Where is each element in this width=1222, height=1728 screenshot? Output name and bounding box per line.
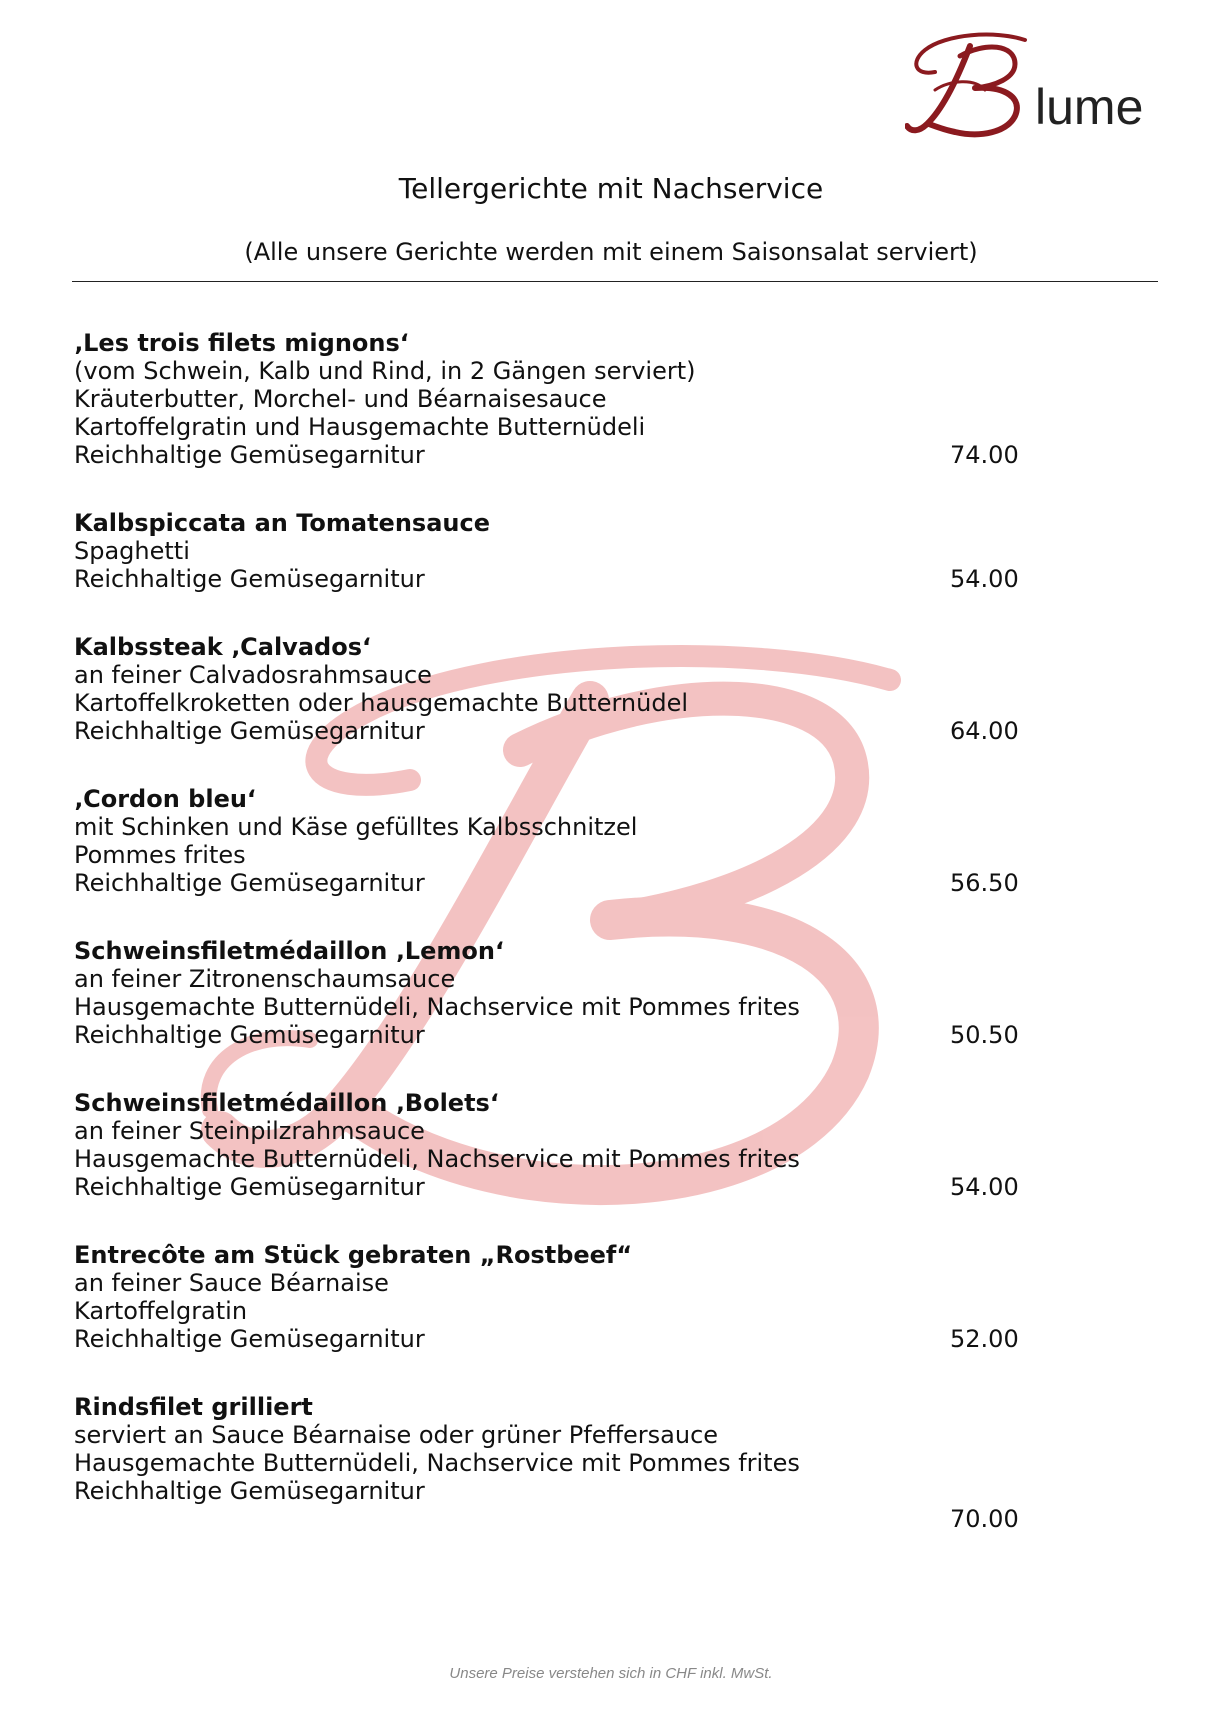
dish-price: 56.50 xyxy=(950,869,1019,897)
dish-description-line: Kräuterbutter, Morchel- und Béarnaisesauce xyxy=(74,385,607,413)
dish-description-line: Reichhaltige Gemüsegarnitur xyxy=(74,1021,425,1049)
dish-description-line: Reichhaltige Gemüsegarnitur xyxy=(74,1173,425,1201)
dish-description-line: (vom Schwein, Kalb und Rind, in 2 Gängen serviert) xyxy=(74,357,696,385)
menu-item xyxy=(74,509,1074,593)
menu-item xyxy=(74,1393,1074,1505)
dish-description-line: Kartoffelgratin xyxy=(74,1297,248,1325)
dish-price: 54.00 xyxy=(950,565,1019,593)
page-title: Tellergerichte mit Nachservice xyxy=(398,172,824,205)
dish-description-line: Reichhaltige Gemüsegarnitur xyxy=(74,717,425,745)
dish-description-line: an feiner Steinpilzrahmsauce xyxy=(74,1117,425,1145)
menu-item xyxy=(74,1241,1074,1353)
dish-description-line: an feiner Zitronenschaumsauce xyxy=(74,965,456,993)
logo-b-icon xyxy=(905,32,1035,142)
logo-wordmark: lume xyxy=(1035,79,1144,135)
dish-description-line: Reichhaltige Gemüsegarnitur xyxy=(74,869,425,897)
dish-price: 54.00 xyxy=(950,1173,1019,1201)
dish-name: ‚Les trois filets mignons‘ xyxy=(74,329,409,357)
dish-name: Schweinsfiletmédaillon ‚Lemon‘ xyxy=(74,937,505,965)
dish-name: Kalbssteak ‚Calvados‘ xyxy=(74,633,372,661)
dish-price: 64.00 xyxy=(950,717,1019,745)
dish-description-line: Hausgemachte Butternüdeli, Nachservice mit Pommes frites xyxy=(74,1449,800,1477)
dish-description-line: Reichhaltige Gemüsegarnitur xyxy=(74,441,425,469)
dish-description-line: Reichhaltige Gemüsegarnitur xyxy=(74,565,425,593)
dish-description-line: Spaghetti xyxy=(74,537,190,565)
dish-name: Entrecôte am Stück gebraten „Rostbeef“ xyxy=(74,1241,633,1269)
header-divider xyxy=(72,281,1158,282)
menu-item xyxy=(74,1089,1074,1201)
dish-description-line: an feiner Sauce Béarnaise xyxy=(74,1269,389,1297)
dish-name: Kalbspiccata an Tomatensauce xyxy=(74,509,490,537)
dish-description-line: Pommes frites xyxy=(74,841,246,869)
dish-description-line: Hausgemachte Butternüdeli, Nachservice mit Pommes frites xyxy=(74,1145,800,1173)
dish-name: ‚Cordon bleu‘ xyxy=(74,785,257,813)
dish-description-line: an feiner Calvadosrahmsauce xyxy=(74,661,432,689)
dish-description-line: Kartoffelkroketten oder hausgemachte Butternüdel xyxy=(74,689,689,717)
dish-description-line: Hausgemachte Butternüdeli, Nachservice mit Pommes frites xyxy=(74,993,800,1021)
page-subtitle: (Alle unsere Gerichte werden mit einem Saisonsalat serviert) xyxy=(244,238,978,266)
dish-price: 50.50 xyxy=(950,1021,1019,1049)
dish-price: 52.00 xyxy=(950,1325,1019,1353)
menu-item xyxy=(74,329,1074,469)
dish-name: Rindsfilet grilliert xyxy=(74,1393,313,1421)
dish-price: 70.00 xyxy=(950,1505,1019,1533)
price-note-footer: Unsere Preise verstehen sich in CHF inkl. MwSt. xyxy=(449,1665,773,1682)
dish-description-line: Reichhaltige Gemüsegarnitur xyxy=(74,1477,425,1505)
dish-description-line: mit Schinken und Käse gefülltes Kalbsschnitzel xyxy=(74,813,638,841)
dish-description-line: Kartoffelgratin und Hausgemachte Butternüdeli xyxy=(74,413,646,441)
dish-price: 74.00 xyxy=(950,441,1019,469)
menu-item xyxy=(74,937,1074,1049)
menu-item xyxy=(74,633,1074,745)
dish-description-line: serviert an Sauce Béarnaise oder grüner Pfeffersauce xyxy=(74,1421,719,1449)
blume-logo xyxy=(905,32,1165,142)
menu-item xyxy=(74,785,1074,897)
dish-description-line: Reichhaltige Gemüsegarnitur xyxy=(74,1325,425,1353)
dish-name: Schweinsfiletmédaillon ‚Bolets‘ xyxy=(74,1089,499,1117)
